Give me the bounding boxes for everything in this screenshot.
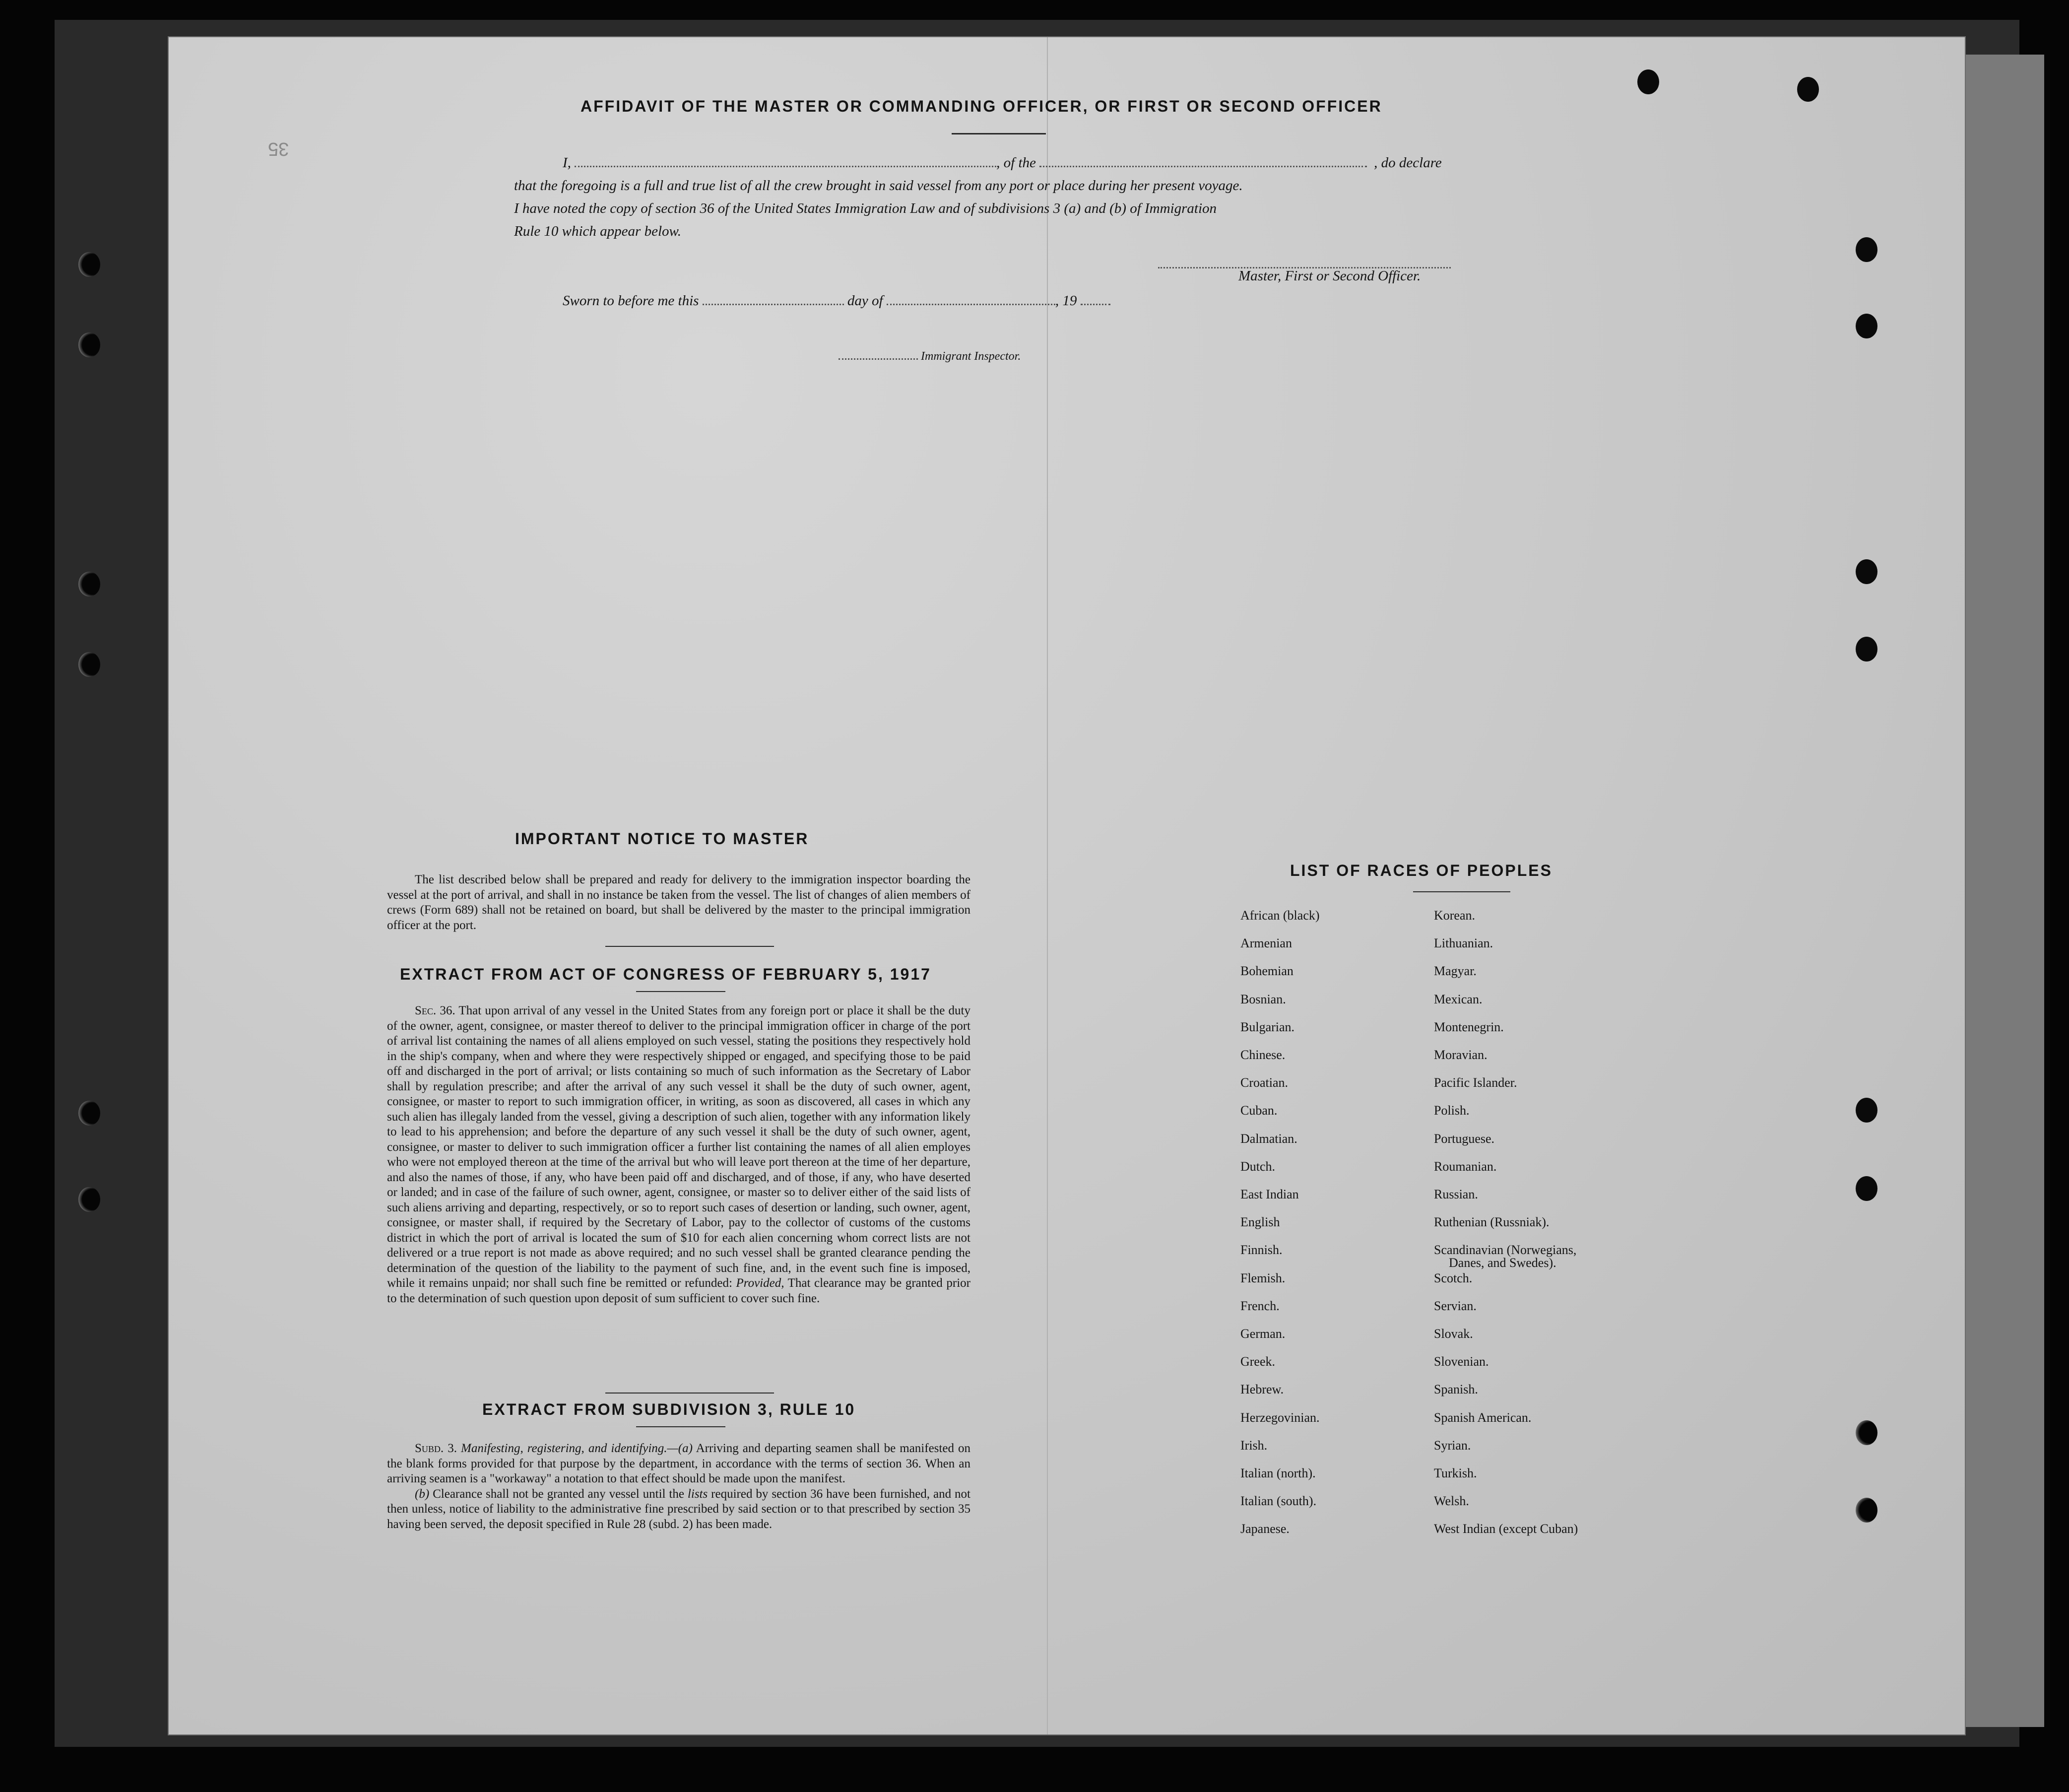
inspector-line [839,348,1021,363]
race-item-left: Irish. [1240,1438,1268,1453]
sec-label: Sec. 36. [415,1004,455,1017]
extract-rule-title: EXTRACT FROM SUBDIVISION 3, RULE 10 [482,1400,856,1418]
proviso-label: Provided, [736,1276,784,1290]
race-item-right: Welsh. [1434,1494,1469,1509]
punch-hole [1856,1176,1877,1201]
punch-hole [1856,637,1877,662]
punch-hole [78,1187,100,1212]
race-item-right: Mexican. [1434,992,1483,1006]
race-item-right: Magyar. [1434,964,1477,979]
proviso-text: That clearance may be granted prior to the determination of such question upon deposit of sum sufficient to cover such fine. [387,1276,970,1305]
punch-hole [1856,237,1877,262]
notice-title: IMPORTANT NOTICE TO MASTER [515,830,809,848]
para-b-lists: lists [687,1487,708,1501]
extract-act-text [387,1003,970,1306]
race-item-left: Flemish. [1240,1270,1286,1285]
vessel-name-field [1039,156,1367,167]
punch-hole [78,332,100,357]
race-item-left: Dalmatian. [1240,1131,1297,1146]
race-item-left: Bulgarian. [1240,1019,1295,1034]
para-b-text-2: required by section 36 have been furnished, and not then unless, notice of liability to the administrative fine prescribed by said section or to that prescribed by section 35 having been served, the deposit specified in Rule 28 (subd. 2) has been made. [387,1487,970,1531]
race-item-left: Herzegovinian. [1240,1410,1320,1425]
affidavit-line-4: Rule 10 which appear below. [514,223,681,239]
race-item-left: Chinese. [1240,1048,1286,1062]
underlying-page-edge [1965,55,2044,1727]
subd-label: Subd. 3. [415,1442,457,1455]
race-item-right: Slovak. [1434,1327,1473,1341]
race-item-left: Hebrew. [1240,1382,1284,1397]
signature-label: Master, First or Second Officer. [1238,268,1421,284]
punch-hole [1856,314,1877,338]
race-item-right: Turkish. [1434,1466,1477,1480]
race-item-left: Dutch. [1240,1159,1276,1174]
subd-heading: Manifesting, registering, and identifying. [461,1442,667,1455]
subd-3-paragraph [387,1441,970,1487]
sworn-day-label: day of [847,293,883,309]
extract-rule-text [387,1441,970,1532]
race-item-left: German. [1240,1327,1286,1341]
master-name-field [575,156,996,167]
punch-hole [1856,559,1877,584]
race-item-right: Ruthenian (Russniak). [1434,1215,1550,1230]
affidavit-title: AFFIDAVIT OF THE MASTER OR COMMANDING OFFICER, OR FIRST OR SECOND OFFICER [581,97,1382,115]
sworn-day-field [703,294,844,305]
punch-hole [1797,77,1819,102]
race-item-left: Italian (south). [1240,1494,1317,1509]
divider [605,1393,774,1394]
para-a-label: —(a) [667,1442,693,1455]
race-item-right: Portuguese. [1434,1131,1495,1146]
race-item-left: East Indian [1240,1187,1299,1201]
race-item-left: Armenian [1240,936,1292,951]
race-item-left: French. [1240,1298,1280,1313]
race-item-right: Slovenian. [1434,1354,1489,1369]
race-item-right: Scotch. [1434,1270,1473,1285]
race-item-right: Servian. [1434,1298,1477,1313]
section-36-paragraph [387,1003,970,1306]
race-item-right: West Indian (except Cuban) [1434,1522,1578,1536]
divider [636,991,725,992]
inspector-signature-field [839,348,918,360]
subd-b-paragraph [387,1487,970,1532]
race-item-left: Finnish. [1240,1243,1283,1258]
race-item-left: Bosnian. [1240,992,1286,1006]
para-b-text-1: Clearance shall not be granted any vessel until the [433,1487,684,1501]
race-item-left: African (black) [1240,908,1320,923]
sworn-month-field [887,294,1055,305]
extract-act-title: EXTRACT FROM ACT OF CONGRESS OF FEBRUARY 5, 1917 [400,965,931,983]
race-item-right: Pacific Islander. [1434,1075,1517,1090]
divider [1413,891,1510,892]
notice-text [387,872,970,933]
punch-hole [1856,1098,1877,1123]
race-item-left: English [1240,1215,1280,1230]
race-item-continuation: Danes, and Swedes). [1449,1256,1556,1270]
punch-hole [78,572,100,597]
sworn-year-field [1081,294,1110,305]
race-item-left: Japanese. [1240,1522,1290,1536]
sworn-label: Sworn to before me this [563,293,699,309]
para-b-label: (b) [415,1487,430,1501]
race-item-left: Greek. [1240,1354,1276,1369]
page-fold [1047,37,1048,1734]
race-item-right: Moravian. [1434,1048,1487,1062]
race-item-right: Roumanian. [1434,1159,1497,1174]
divider [605,946,774,947]
race-item-right: Syrian. [1434,1438,1471,1453]
race-item-right: Montenegrin. [1434,1019,1504,1034]
race-item-right: Korean. [1434,908,1476,923]
race-item-right: Spanish. [1434,1382,1478,1397]
sworn-line [563,293,1110,309]
punch-hole [78,652,100,677]
inspector-label: Immigrant Inspector. [921,350,1021,363]
punch-hole [1856,1498,1877,1523]
affidavit-declare-label: , do declare [1374,155,1442,171]
para-a-text: Arriving and departing seamen shall be manifested on the blank forms provided for that purpose by the department, in accordance with the terms of section 36. When an arriving seamen is a "workaway" a notation to that effect should be made upon the manifest. [387,1442,970,1485]
race-item-left: Italian (north). [1240,1466,1316,1480]
punch-hole [1856,1420,1877,1445]
affidavit-of-label: , of the [996,155,1036,171]
signature-line [1158,257,1451,268]
affidavit-line-3: I have noted the copy of section 36 of the United States Immigration Law and of subdivisions 3 (a) and (b) of Immigration [514,200,1217,216]
sworn-year-label: , 19 [1055,293,1077,309]
race-item-right: Lithuanian. [1434,936,1493,951]
races-title: LIST OF RACES OF PEOPLES [1290,862,1552,879]
race-item-right: Scandinavian (Norwegians, [1434,1243,1577,1258]
race-item-right: Polish. [1434,1103,1470,1118]
race-item-right: Russian. [1434,1187,1478,1201]
notice-paragraph: The list described below shall be prepared and ready for delivery to the immigration inspector boarding the vessel at the port of arrival, and shall in no instance be taken from the vessel. The list of changes of alien members of crews (Form 689) shall not be retained on board, but shall be delivered by the master to the principal immigration officer at the port. [387,873,970,932]
punch-hole [78,1101,100,1126]
sec-36-text: That upon arrival of any vessel in the United States from any foreign port or place it shall be the duty of the owner, agent, consignee, or master thereof to deliver to the principal immigration officer in charge of the port of arrival list containing the names of all aliens employed on such vessel, stating the positions they respectively hold in the ship's company, when and where they were respectively shipped or engaged, and specifying those to be paid off and discharged in the port of arrival; or lists containing so much of such information as the Secretary of Labor shall by regulation prescribe; and after the arrival of any such vessel it shall be the duty of such owner, agent, consignee, or master to report to such immigration officer, in writing, as soon as discovered, all cases in which any such alien has illegaly landed from the vessel, giving a description of such alien, together with any information likely to lead to his apprehension; and before the departure of any such vessel it shall be the duty of such owner, agent, consignee, or master to deliver to such immigration officer a further list containing the names of all alien employes who were not employed thereon at the time of the arrival but who will leave port thereon at the time of her departure, and also the names of those, if any, who have been paid off and discharged, and of those, if any, who have deserted or landed; and in case of the failure of such owner, agent, consignee, or master so to deliver either of the said lists of such aliens arriving and departing, respectively, or so to report such cases of desertion or landing, such owner, agent, consignee, or master shall, if required by the Secretary of Labor, pay to the collector of customs of the customs district in which the port of arrival is located the sum of $10 for each alien concerning whom correct lists are not delivered or a true report is not made as above required; and no such vessel shall be granted clearance pending the determination of the question of the liability to the payment of such fine, and, in the event such fine is imposed, while it remains unpaid; nor shall such fine be remitted or refunded: [387,1004,970,1290]
race-item-left: Cuban. [1240,1103,1278,1118]
punch-hole [1637,69,1659,94]
race-item-right: Spanish American. [1434,1410,1532,1425]
divider [636,1426,725,1427]
affidavit-line-2: that the foregoing is a full and true list of all the crew brought in said vessel from any port or place during her present voyage. [514,178,1243,194]
affidavit-i-label: I, [563,155,571,171]
affidavit-line-1 [563,155,1442,171]
race-item-left: Bohemian [1240,964,1293,979]
race-item-left: Croatian. [1240,1075,1289,1090]
margin-number: 35 [268,138,289,159]
punch-hole [78,252,100,277]
divider [952,133,1046,134]
